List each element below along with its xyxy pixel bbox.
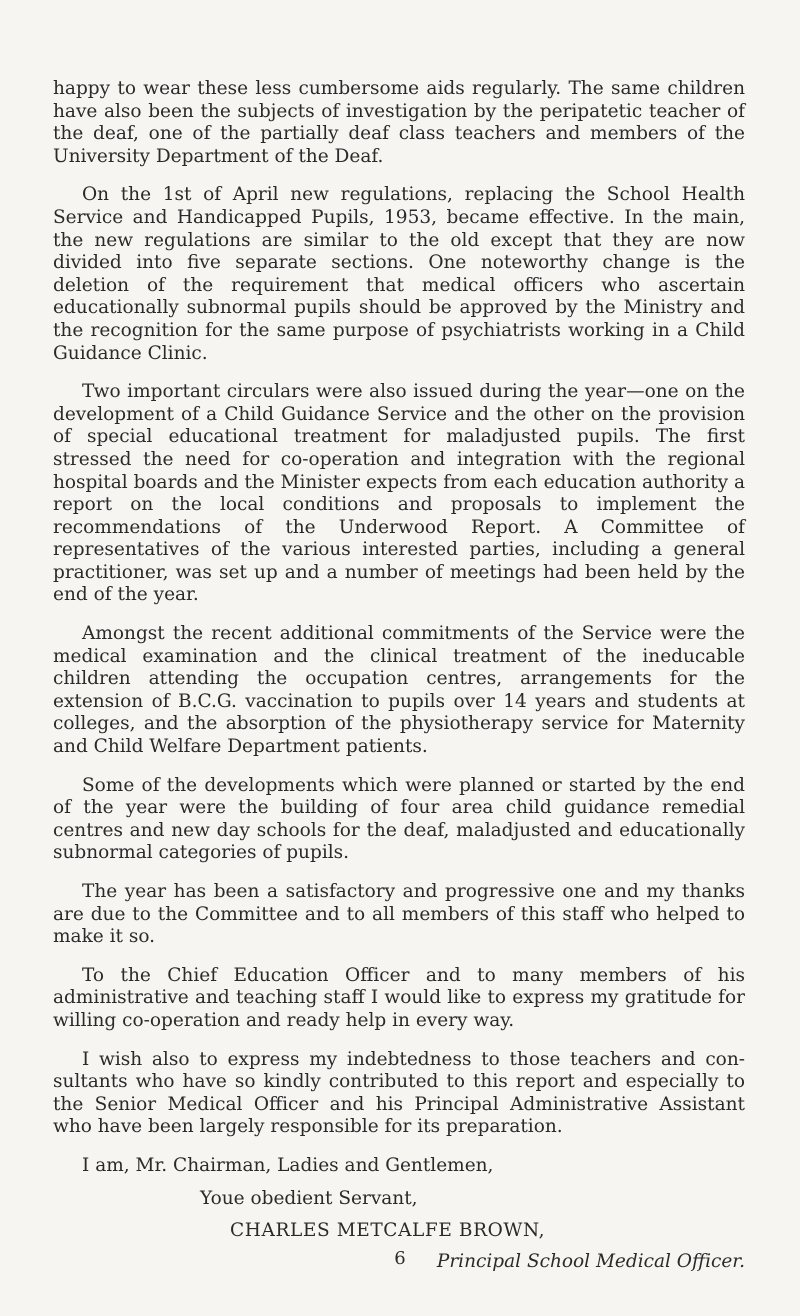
paragraph-hearing-aids: happy to wear these less cumbersome aids regularly. The same children have also been the subjects of investigation by the peripatetic teacher of the deaf, one of the partially deaf class teachers and members of the University Department of the Deaf. [53,78,745,167]
paragraph-new-regulations: On the 1st of April new regulations, replacing the School Health Service and Handicapped Pupils, 1953, became effective. In the main, the new regulations are similar to the old except that they are now divided into five separate sections. One noteworthy change is the deletion of the requirement that medical officers who ascertain educationally subnormal pupils should be approved by the Ministry and the recognition for the same purpose of psychiatrists working in a Child Guidance Clinic. [53,184,745,364]
paragraph-thanks-education-officer: To the Chief Education Officer and to many members of his administrative and teaching staff I would like to express my gratitude for willing co-operation and ready help in every way. [53,964,745,1031]
paragraph-thanks-committee: The year has been a satisfactory and progressive one and my thanks are due to the Committee and to all members of this staff who helped to make it so. [53,881,745,948]
page-number: 6 [394,1248,406,1269]
signature-title: Principal School Medical Officer. [436,1250,745,1272]
paragraph-circulars: Two important circulars were also issued during the year—one on the development of a Child Guidance Service and the other on the provision of special educational treatment for maladjusted pupils. The first stressed the need for co-operation and integration with the regional hospital boards and the Minister expects from each education authority a report on the local conditions and proposals to implement the recommendations of the Underwood Report. A Committee of representatives of the various interested parties, including a general practitioner, was set up and a number of meetings had been held by the end of the year. [53,381,745,606]
signature-name: CHARLES METCALFE BROWN, [230,1220,546,1242]
document-page [53,78,745,1281]
paragraph-indebtedness: I wish also to express my indebtedness to those teachers and con- sultants who have so kindly contributed to this report and especially to the Senior Medical Officer and his Principal Administrative Assistant who have been largely responsible for its preparation. [53,1048,745,1138]
paragraph-developments: Some of the developments which were planned or started by the end of the year were the building of four area child guidance remedial centres and new day schools for the deaf, maladjusted and educationally subnormal categories of pupils. [53,774,745,864]
closing-obedient: Youe obedient Servant, [200,1187,418,1209]
paragraph-commitments: Amongst the recent additional commitments of the Service were the medical examination and the clinical treatment of the ineducable children attending the occupation centres, arrangements for the extension of B.C.G. vaccination to pupils over 14 years and students at colleges, and the absorption of the physiotherapy service for Maternity and Child Welfare Department patients. [53,623,745,758]
closing-salutation: I am, Mr. Chairman, Ladies and Gentlemen, [82,1154,494,1176]
